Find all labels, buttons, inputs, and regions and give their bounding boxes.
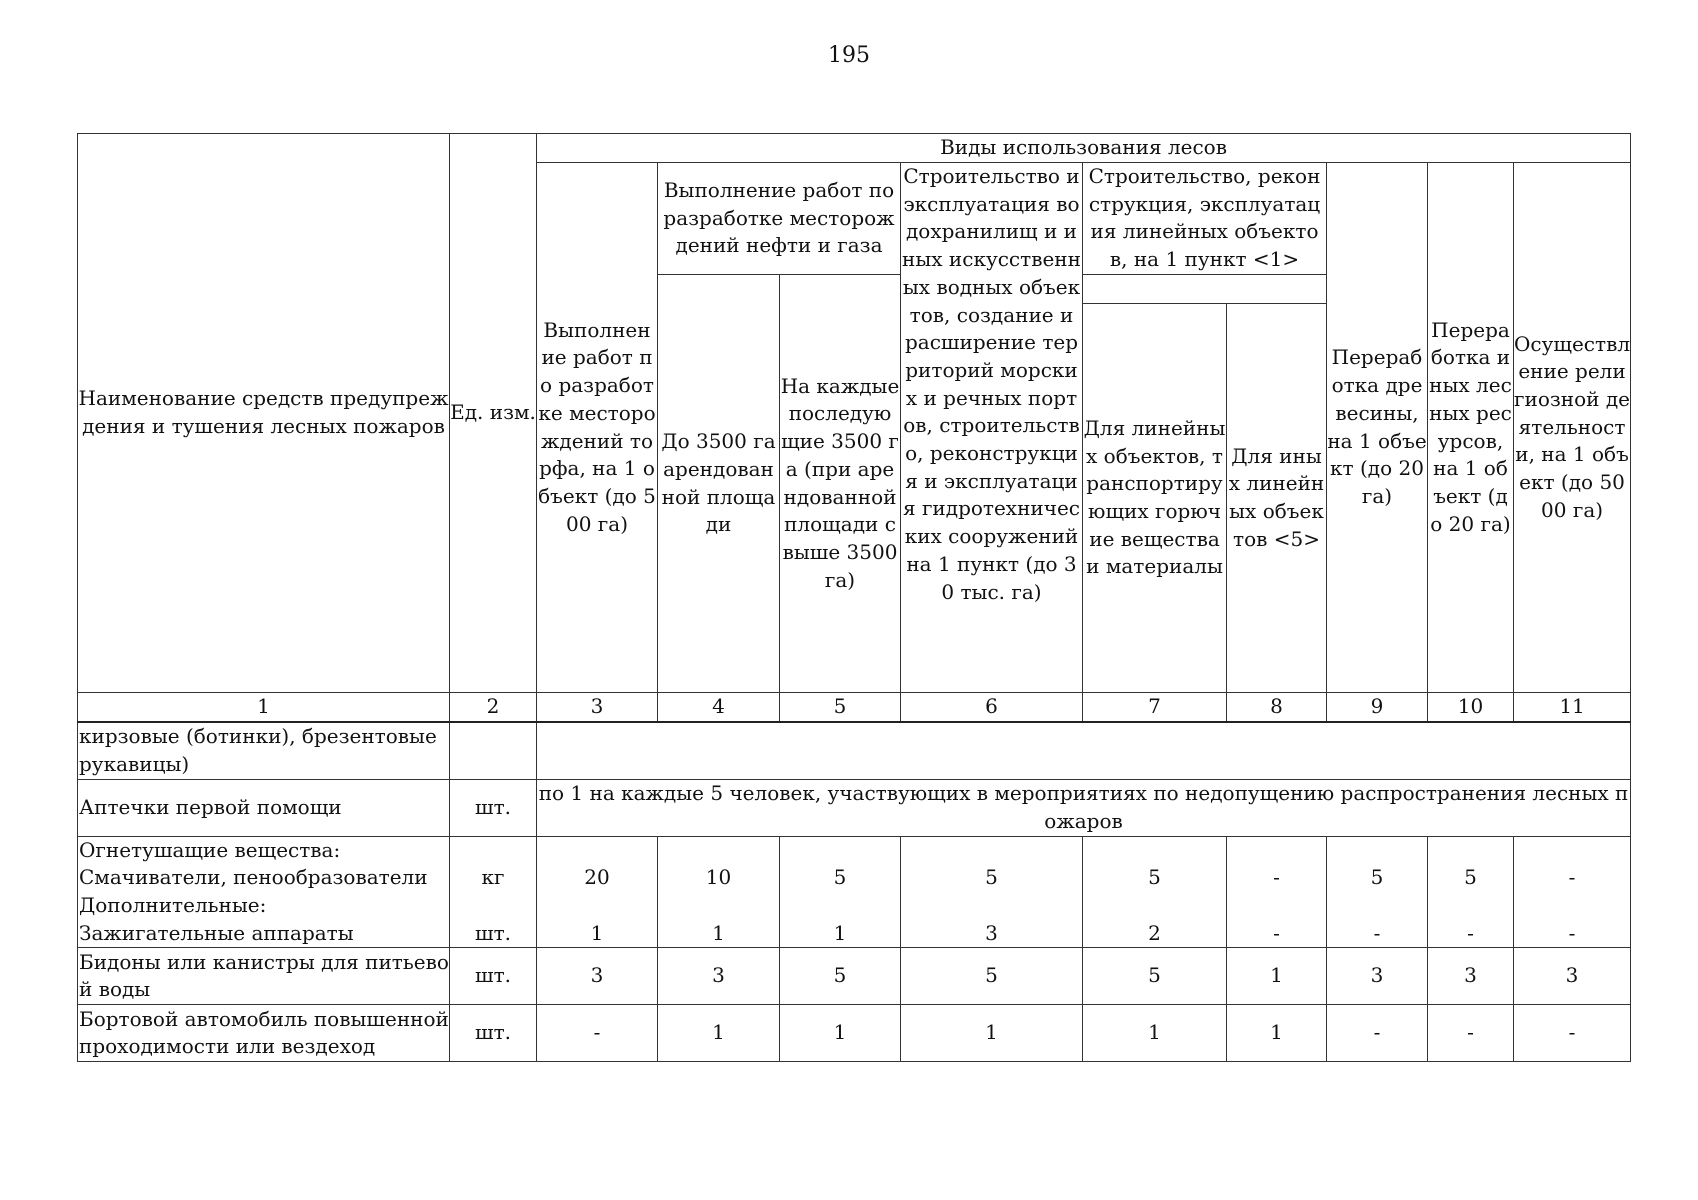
value-cell: 3 [537,948,658,1005]
row-name-line: Смачиватели, пенообразователи [79,865,428,890]
value-cell: 3 [1514,948,1631,1005]
row-name-cans: Бидоны или канистры для питьевой воды [78,948,450,1005]
header-oil-gas-group: Выполнение работ по разработке месторождений нефти и газа [658,163,901,275]
value-cell: 5 1 [780,836,901,948]
table-row [78,948,1631,1005]
row-name-truck: Бортовой автомобиль повышенной проходимости или вездеход [78,1005,450,1062]
header-col-8-other-linear: Для иных линейных объектов <5> [1227,304,1327,693]
table-row [78,779,1631,836]
unit-wetting: кг [481,865,505,890]
table-row [78,836,1631,948]
value-cell: 3 [658,948,780,1005]
value-cell: 3 [1428,948,1514,1005]
header-col-4-up-to-3500: До 3500 га арендованной площади [658,275,780,693]
value-cell: - [1514,1005,1631,1062]
value-cell: - - [1514,836,1631,948]
row-name-first-aid: Аптечки первой помощи [78,779,450,836]
header-col-6-reservoirs: Строительство и эксплуатация водохранилищ и иных искусственных водных объектов, создание и расширение территорий морских и речных портов, строительство, реконструкция и эксплуатация гидротехнических сооружений на 1 пункт (до 30 тыс. га) [901,163,1083,693]
value-cell: - [537,1005,658,1062]
header-col-5-each-next-3500: На каждые последующие 3500 га (при арендованной площади свыше 3500 га) [780,275,901,693]
row-name-line: Дополнительные: [79,892,267,917]
header-forest-use-group: Виды использования лесов [537,134,1631,163]
value-cell: 20 1 [537,836,658,948]
value-cell: 5 - [1428,836,1514,948]
value-cell: 1 [1227,948,1327,1005]
row-name-line: Огнетушащие вещества: [79,837,341,862]
table-row [78,722,1631,779]
row-note-first-aid: по 1 на каждые 5 человек, участвующих в мероприятиях по недопущению распространения лесных пожаров [537,779,1631,836]
column-number: 6 [901,693,1083,723]
row-name-line: Зажигательные аппараты [79,920,354,945]
value-cell: - - [1227,836,1327,948]
column-number: 11 [1514,693,1631,723]
value-cell: 5 [1083,948,1227,1005]
column-number: 10 [1428,693,1514,723]
column-number: 8 [1227,693,1327,723]
value-cell: 1 [1083,1005,1227,1062]
row-unit [450,722,537,779]
value-cell: 10 1 [658,836,780,948]
value-cell: 5 - [1327,836,1428,948]
value-cell: 5 [780,948,901,1005]
row-unit: шт. [450,1005,537,1062]
row-name-extinguishing [78,836,450,948]
value-cell: 1 [1227,1005,1327,1062]
header-linear-objects-group: Строительство, реконструкция, эксплуатация линейных объектов, на 1 пункт <1> [1083,163,1327,275]
header-col-11-religious: Осуществление религиозной деятельности, на 1 объект (до 5000 га) [1514,163,1631,693]
value-cell: 5 2 [1083,836,1227,948]
header-col-3-peat: Выполнение работ по разработке месторождений торфа, на 1 объект (до 500 га) [537,163,658,693]
value-cell: 5 3 [901,836,1083,948]
forest-fire-equipment-table [77,133,1631,1062]
column-number: 1 [78,693,450,723]
value-cell: 5 [901,948,1083,1005]
header-col-9-wood-processing: Переработка древесины, на 1 объект (до 20 га) [1327,163,1428,693]
column-number: 4 [658,693,780,723]
page-number: 195 [828,43,870,68]
row-note [537,722,1631,779]
column-number: 3 [537,693,658,723]
header-unit-column: Ед. изм. [450,134,537,693]
value-cell: 1 [901,1005,1083,1062]
column-number: 5 [780,693,901,723]
column-number: 7 [1083,693,1227,723]
row-unit: шт. [450,779,537,836]
column-number: 9 [1327,693,1428,723]
unit-ignition: шт. [474,920,511,945]
value-cell: - [1428,1005,1514,1062]
row-unit [450,836,537,948]
value-cell: 1 [658,1005,780,1062]
header-name-column: Наименование средств предупреждения и тушения лесных пожаров [78,134,450,693]
column-number: 2 [450,693,537,723]
value-cell: 3 [1327,948,1428,1005]
table-row [78,1005,1631,1062]
value-cell: 1 [780,1005,901,1062]
row-unit: шт. [450,948,537,1005]
row-name-boots: кирзовые (ботинки), брезентовые рукавицы) [78,722,450,779]
value-cell: - [1327,1005,1428,1062]
header-col-10-other-resources: Переработка иных лесных ресурсов, на 1 объект (до 20 га) [1428,163,1514,693]
header-col-7-linear-combustible: Для линейных объектов, транспортирующих горючие вещества и материалы [1083,304,1227,693]
